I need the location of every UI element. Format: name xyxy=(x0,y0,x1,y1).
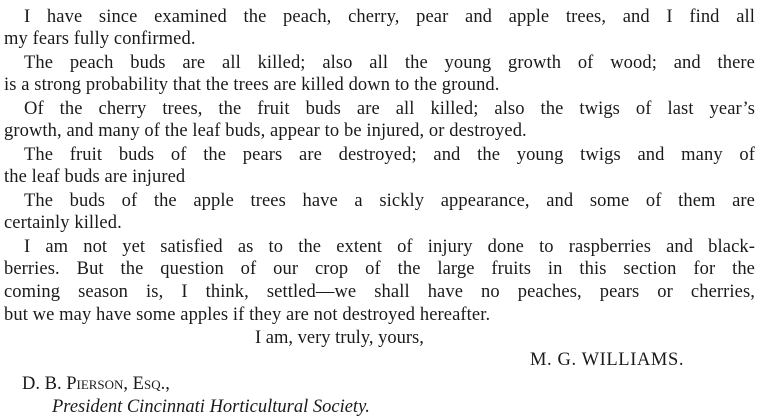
addressee-name: D. B. Pierson, Esq., xyxy=(22,374,170,394)
paragraph-6-line-2: berries. But the question of our crop of the large fruits in this section for the xyxy=(4,259,755,279)
paragraph-1-line-2: my fears fully confirmed. xyxy=(4,29,196,49)
paragraph-6-line-3: coming season is, I think, settled—we shall have no peaches, pears or cherries, xyxy=(4,282,755,302)
paragraph-3-line-1: Of the cherry trees, the fruit buds are all killed; also the twigs of last year’s xyxy=(24,99,755,119)
paragraph-3-line-2: growth, and many of the leaf buds, appear to be injured, or destroyed. xyxy=(4,121,527,141)
paragraph-5-line-1: The buds of the apple trees have a sickly appearance, and some of them are xyxy=(24,191,755,211)
paragraph-2-line-2: is a strong probability that the trees are killed down to the ground. xyxy=(4,75,500,95)
paragraph-6-line-1: I am not yet satisfied as to the extent of injury done to raspberries and black- xyxy=(24,237,755,257)
paragraph-5-line-2: certainly killed. xyxy=(4,213,122,233)
paragraph-4-line-2: the leaf buds are injured xyxy=(4,167,186,187)
signature: M. G. WILLIAMS. xyxy=(530,350,685,370)
addressee-title: President Cincinnati Horticultural Society. xyxy=(52,397,370,417)
closing-salutation: I am, very truly, yours, xyxy=(255,328,424,348)
paragraph-1-line-1: I have since examined the peach, cherry, pear and apple trees, and I find all xyxy=(24,7,755,27)
paragraph-4-line-1: The fruit buds of the pears are destroyed; and the young twigs and many of xyxy=(24,145,755,165)
paragraph-2-line-1: The peach buds are all killed; also all the young growth of wood; and there xyxy=(24,53,755,73)
paragraph-6-line-4: but we may have some apples if they are not destroyed hereafter. xyxy=(4,305,491,325)
